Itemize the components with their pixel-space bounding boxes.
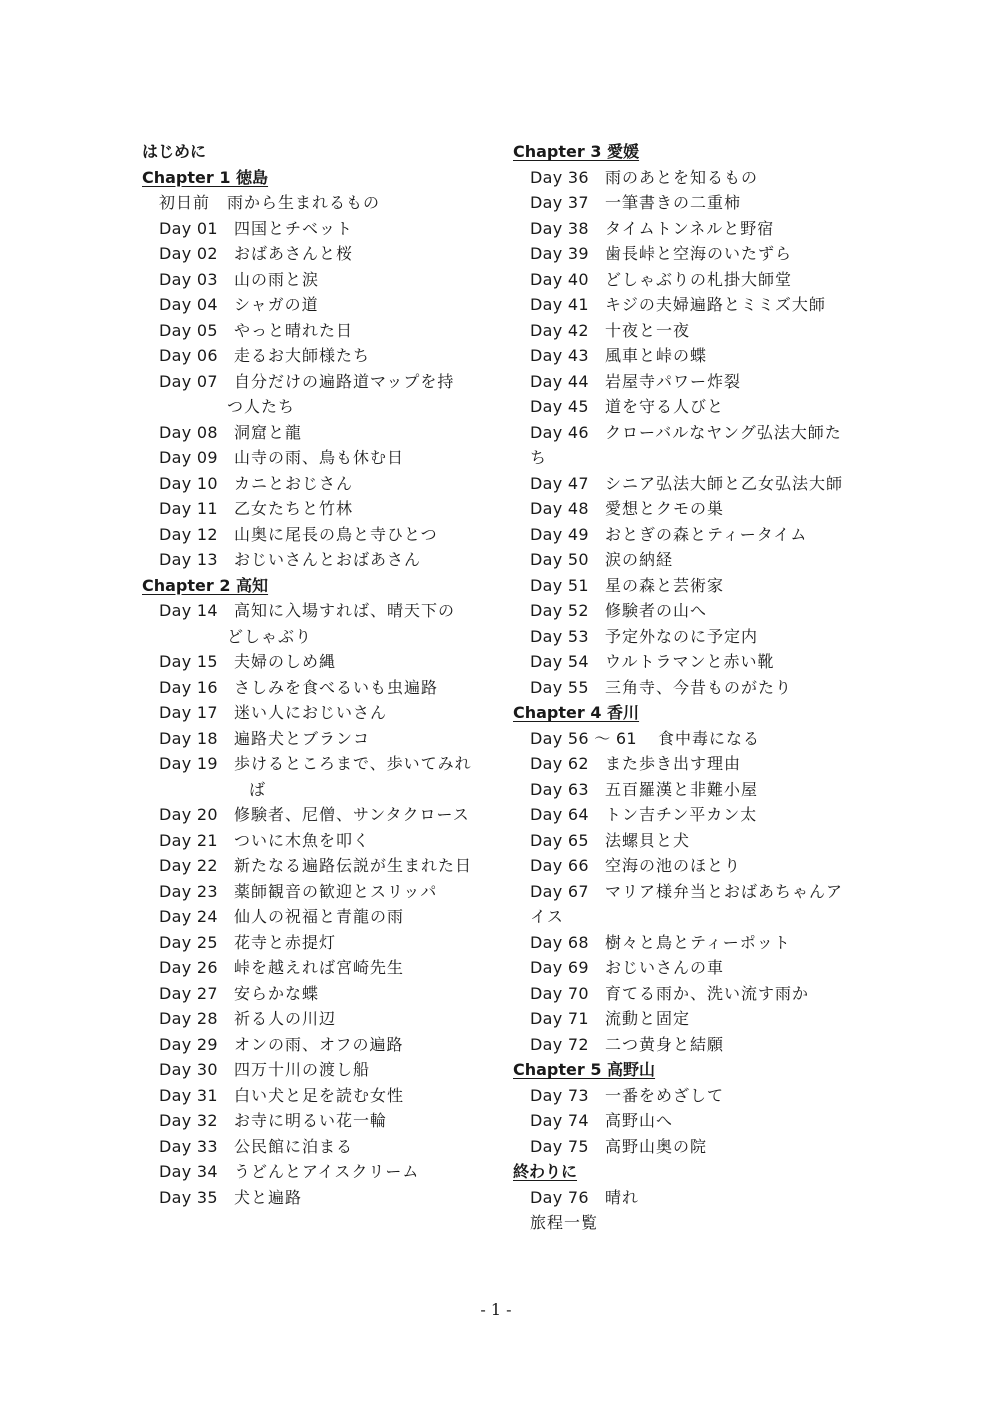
toc-entry-title: おばあさんと桜	[234, 244, 354, 263]
toc-entry-title: 道を守る人びと	[605, 397, 725, 416]
toc-entry-day: Day 32	[159, 1111, 218, 1130]
toc-entry-day: Day 28	[159, 1009, 218, 1028]
toc-entry	[513, 930, 863, 956]
toc-entry-title: おとぎの森とティータイム	[605, 524, 808, 544]
toc-entry-title: タイムトンネルと野宿	[605, 218, 775, 238]
toc-entry-day: Day 43	[530, 346, 589, 365]
toc-entry	[513, 267, 863, 293]
toc-entry-continuation: つ人たち	[227, 397, 296, 416]
toc-entry-title: マリア様弁当とおばあちゃんア	[605, 881, 844, 901]
toc-entry	[513, 190, 863, 216]
toc-entry-day: Day 49	[530, 524, 589, 544]
toc-entry	[142, 1006, 492, 1032]
toc-entry-day: Day 40	[530, 269, 589, 289]
toc-entry	[142, 1108, 492, 1134]
toc-entry-day: Day 33	[159, 1136, 218, 1156]
toc-entry-day: Day 38	[530, 218, 589, 238]
toc-entry	[142, 675, 492, 701]
toc-entry	[142, 879, 492, 905]
toc-entry-title: 修験者の山へ	[605, 601, 708, 620]
toc-entry	[513, 649, 863, 675]
toc-entry-title: 迷い人におじいさん	[234, 703, 388, 722]
toc-entry	[142, 369, 492, 395]
toc-entry	[513, 802, 863, 828]
toc-entry	[513, 879, 863, 905]
toc-entry-title: どしゃぶりの札掛大師堂	[605, 269, 793, 289]
toc-entry	[513, 1032, 863, 1058]
toc-entry-title: シニア弘法大師と乙女弘法大師	[605, 473, 844, 493]
toc-entry	[142, 420, 492, 446]
toc-entry-day: Day 37	[530, 193, 589, 212]
toc-entry-title: お寺に明るい花一輪	[234, 1111, 388, 1130]
toc-entry	[513, 241, 863, 267]
toc-entry	[142, 726, 492, 752]
toc-entry	[142, 241, 492, 267]
toc-entry-day: Day 31	[159, 1085, 218, 1105]
toc-entry-day: Day 15	[159, 652, 218, 671]
toc-entry-title: 育てる雨か、洗い流す雨か	[605, 983, 810, 1003]
toc-entry-day: Day 05	[159, 320, 218, 340]
toc-entry-title: また歩き出す理由	[605, 754, 742, 773]
toc-right-column	[513, 139, 863, 1236]
toc-entry	[513, 1108, 863, 1134]
toc-entry-title: 四国とチベット	[234, 218, 354, 238]
toc-entry-title: トン吉チン平カン太	[605, 805, 758, 824]
toc-entry	[142, 828, 492, 854]
chapter-2-list	[142, 598, 492, 1210]
toc-entry	[142, 930, 492, 956]
toc-entry-day: Day 03	[159, 269, 218, 289]
toc-entry-day: Day 13	[159, 550, 218, 569]
toc-entry-day: Day 71	[530, 1009, 589, 1028]
toc-entry-continuation: どしゃぶり	[227, 626, 313, 646]
page-number: - 1 -	[480, 1300, 512, 1319]
toc-entry-day: Day 54	[530, 652, 589, 671]
toc-entry-day: Day 69	[530, 958, 589, 977]
chapter-3-heading: Chapter 3 愛媛	[513, 142, 640, 161]
toc-entry	[513, 292, 863, 318]
toc-entry	[142, 292, 492, 318]
toc-entry-title: 一番をめざして	[605, 1085, 725, 1105]
toc-entry-title: 空海の池のほとり	[605, 856, 742, 875]
toc-entry	[513, 1006, 863, 1032]
toc-entry-title: おじいさんの車	[605, 958, 725, 977]
toc-entry	[142, 1083, 492, 1109]
toc-entry-continuation: ば	[249, 779, 267, 799]
toc-entry-day: Day 74	[530, 1111, 589, 1130]
toc-entry-title: 高知に入場すれば、晴天下の	[234, 601, 456, 620]
toc-entry-day: Day 51	[530, 575, 589, 595]
toc-entry-title: 星の森と芸術家	[605, 575, 725, 595]
toc-entry-title: 一筆書きの二重柿	[605, 193, 742, 212]
toc-entry-day: Day 50	[530, 550, 589, 569]
toc-entry-title: クローバルなヤング弘法大師た	[605, 422, 842, 442]
chapter-1-heading: Chapter 1 徳島	[142, 167, 269, 187]
toc-entry	[513, 420, 863, 446]
toc-entry-day: Day 75	[530, 1136, 589, 1156]
toc-entry-day: Day 64	[530, 805, 589, 824]
toc-entry-day: Day 09	[159, 448, 218, 467]
toc-entry-title: 山寺の雨、鳥も休む日	[234, 448, 405, 467]
chapter-5-heading: Chapter 5 高野山	[513, 1060, 656, 1079]
toc-entry-day: Day 45	[530, 397, 589, 416]
toc-entry-title: 高野山奥の院	[605, 1136, 708, 1156]
toc-entry-day: Day 30	[159, 1060, 218, 1079]
toc-entry-title: 仙人の祝福と青龍の雨	[234, 907, 405, 926]
toc-entry-title: 雨のあとを知るもの	[605, 167, 759, 187]
toc-entry	[142, 751, 492, 777]
toc-entry	[513, 547, 863, 573]
toc-entry-day: Day 17	[159, 703, 218, 722]
toc-entry-title: 五百羅漢と非難小屋	[605, 779, 759, 799]
toc-entry-title: 三角寺、今昔ものがたり	[605, 677, 793, 697]
toc-entry-day: Day 76	[530, 1187, 589, 1207]
toc-entry-title: シャガの道	[234, 295, 319, 314]
toc-entry	[513, 318, 863, 344]
toc-entry-title: 自分だけの遍路道マップを持	[234, 371, 455, 391]
toc-entry-continuation: イス	[530, 907, 564, 926]
toc-entry-title: 愛想とクモの巣	[605, 499, 725, 518]
toc-entry-title: 走るお大師様たち	[234, 346, 371, 365]
toc-entry	[142, 981, 492, 1007]
toc-entry-day: Day 25	[159, 932, 218, 952]
toc-entry-title: 新たなる遍路伝説が生まれた日	[234, 856, 473, 875]
toc-entry-day: Day 26	[159, 958, 218, 977]
toc-entry-day: Day 01	[159, 218, 218, 238]
toc-entry-day: Day 20	[159, 805, 218, 824]
toc-entry	[513, 1083, 863, 1109]
toc-entry-day: Day 39	[530, 244, 589, 263]
toc-entry-day: Day 16	[159, 677, 218, 697]
toc-entry	[142, 1159, 492, 1185]
toc-entry-title: 二つ黄身と結願	[605, 1034, 725, 1054]
toc-entry	[513, 981, 863, 1007]
toc-entry	[513, 496, 863, 522]
toc-entry-day: Day 21	[159, 830, 218, 850]
toc-entry-day: Day 18	[159, 728, 218, 748]
toc-entry	[513, 598, 863, 624]
toc-entry	[513, 853, 863, 879]
toc-entry-day: Day 22	[159, 856, 218, 875]
toc-entry-day: Day 53	[530, 626, 589, 646]
toc-entry	[513, 1134, 863, 1160]
toc-entry-title: 晴れ	[605, 1187, 640, 1207]
toc-entry-day: Day 47	[530, 473, 589, 493]
toc-entry-title: 風車と峠の蝶	[605, 346, 708, 365]
toc-entry	[142, 522, 492, 548]
toc-entry-title: さしみを食べるいも虫遍路	[234, 677, 439, 697]
toc-entry	[142, 496, 492, 522]
toc-entry-title: 歯長峠と空海のいたずら	[605, 244, 793, 263]
toc-entry-title: 花寺と赤提灯	[234, 932, 337, 952]
toc-entry	[513, 522, 863, 548]
toc-entry-title: 夫婦のしめ縄	[234, 652, 337, 671]
toc-entry-title: 四万十川の渡し船	[234, 1060, 371, 1079]
toc-entry-title: 峠を越えれば宮崎先生	[234, 958, 405, 977]
toc-entry	[142, 318, 492, 344]
toc-entry	[142, 267, 492, 293]
toc-entry-day: Day 04	[159, 295, 218, 314]
toc-entry	[513, 675, 863, 701]
toc-entry-title: 犬と遍路	[234, 1187, 303, 1207]
toc-entry	[513, 573, 863, 599]
toc-entry-day: Day 46	[530, 422, 589, 442]
toc-entry-continuation: ち	[530, 448, 548, 467]
toc-entry-day: Day 34	[159, 1162, 218, 1181]
toc-entry-title: 安らかな蝶	[234, 983, 320, 1003]
toc-entry-day: Day 10	[159, 473, 218, 493]
toc-entry-title: 初日前 雨から生まれるもの	[159, 193, 381, 212]
toc-entry-title: オンの雨、オフの遍路	[234, 1034, 404, 1054]
toc-entry-day: Day 44	[530, 371, 589, 391]
toc-entry-day: Day 24	[159, 907, 218, 926]
toc-entry	[142, 1057, 492, 1083]
toc-entry-day: Day 63	[530, 779, 589, 799]
toc-entry-day: Day 02	[159, 244, 218, 263]
toc-entry-day: Day 36	[530, 167, 589, 187]
toc-entry-title: 山奥に尾長の鳥と寺ひとつ	[234, 524, 438, 544]
toc-entry-title: 法螺貝と犬	[605, 830, 691, 850]
toc-entry-day: Day 62	[530, 754, 589, 773]
toc-entry-day: Day 73	[530, 1085, 589, 1105]
chapter-5-list	[513, 1083, 863, 1160]
toc-entry-day: Day 08	[159, 422, 218, 442]
toc-entry-day: Day 29	[159, 1034, 218, 1054]
toc-entry-day: Day 27	[159, 983, 218, 1003]
toc-entry-title: 祈る人の川辺	[234, 1009, 337, 1028]
toc-entry-title: ついに木魚を叩く	[234, 830, 371, 850]
chapter-3-list	[513, 165, 863, 701]
toc-entry-day: Day 41	[530, 295, 589, 314]
toc-entry-title: 食中毒になる	[658, 728, 761, 748]
toc-entry	[142, 853, 492, 879]
toc-entry-title: 旅程一覧	[530, 1213, 599, 1232]
toc-entry-day: Day 48	[530, 499, 589, 518]
outro-heading: 終わりに	[513, 1162, 578, 1181]
chapter-2-heading: Chapter 2 高知	[142, 575, 269, 595]
toc-entry-title: 公民館に泊まる	[234, 1136, 354, 1156]
toc-entry-day: Day 42	[530, 320, 589, 340]
toc-entry-title: やっと晴れた日	[234, 320, 354, 340]
toc-entry	[142, 343, 492, 369]
toc-entry-day: Day 52	[530, 601, 589, 620]
toc-entry	[142, 1032, 492, 1058]
toc-entry-day: Day 35	[159, 1187, 218, 1207]
chapter-4-heading: Chapter 4 香川	[513, 703, 640, 722]
toc-entry	[513, 1185, 863, 1211]
toc-entry-title: 薬師観音の歓迎とスリッパ	[234, 881, 438, 901]
intro-heading: はじめに	[142, 142, 207, 161]
toc-entry-day: Day 14	[159, 601, 218, 620]
toc-entry-title: 十夜と一夜	[605, 320, 691, 340]
toc-entry-title: 山の雨と涙	[234, 269, 320, 289]
toc-entry	[513, 955, 863, 981]
toc-entry	[513, 624, 863, 650]
toc-entry	[142, 547, 492, 573]
toc-entry-title: 歩けるところまで、歩いてみれ	[234, 754, 472, 773]
toc-entry	[142, 904, 492, 930]
toc-left-column	[142, 139, 492, 1210]
toc-entry-title: 乙女たちと竹林	[234, 499, 354, 518]
toc-entry	[513, 777, 863, 803]
toc-entry-title: ウルトラマンと赤い靴	[605, 652, 775, 671]
toc-entry-title: 修験者、尼僧、サンタクロース	[234, 805, 470, 824]
toc-entry-day: Day 07	[159, 371, 218, 391]
toc-entry-title: カニとおじさん	[234, 473, 354, 493]
toc-entry-title: おじいさんとおばあさん	[234, 550, 422, 569]
toc-entry-day: Day 19	[159, 754, 218, 773]
toc-entry	[513, 369, 863, 395]
toc-entry-day: Day 55	[530, 677, 589, 697]
toc-entry-title: 高野山へ	[605, 1111, 674, 1130]
toc-entry	[513, 471, 863, 497]
toc-entry	[142, 700, 492, 726]
toc-entry-day: Day 12	[159, 524, 218, 544]
toc-entry-day: Day 23	[159, 881, 218, 901]
toc-entry	[142, 598, 492, 624]
toc-entry	[513, 726, 863, 752]
toc-entry	[513, 165, 863, 191]
toc-entry-title: 流動と固定	[605, 1009, 691, 1028]
toc-entry-title: 予定外なのに予定内	[605, 626, 759, 646]
toc-entry-day: Day 06	[159, 346, 218, 365]
toc-entry-title: 涙の納経	[605, 550, 674, 569]
toc-entry-day: Day 68	[530, 932, 589, 952]
toc-entry	[142, 216, 492, 242]
toc-entry-day: Day 65	[530, 830, 589, 850]
toc-entry	[142, 802, 492, 828]
toc-entry	[142, 1185, 492, 1211]
toc-entry	[142, 190, 492, 216]
outro-list	[513, 1185, 863, 1236]
toc-entry-title: 白い犬と足を読む女性	[234, 1085, 405, 1105]
toc-entry-title: うどんとアイスクリーム	[234, 1162, 420, 1181]
toc-entry	[513, 216, 863, 242]
chapter-1-list	[142, 190, 492, 573]
toc-entry-day: Day 67	[530, 881, 589, 901]
toc-entry	[513, 1210, 863, 1236]
toc-entry	[142, 649, 492, 675]
toc-entry	[513, 394, 863, 420]
toc-entry-title: キジの夫婦遍路とミミズ大師	[605, 295, 826, 314]
toc-entry	[513, 343, 863, 369]
toc-entry-title: 遍路犬とブランコ	[234, 728, 371, 748]
toc-entry	[142, 445, 492, 471]
toc-entry	[513, 828, 863, 854]
toc-entry-day: Day 72	[530, 1034, 589, 1054]
toc-entry-day: Day 56 〜 61	[530, 728, 637, 748]
toc-entry	[142, 955, 492, 981]
toc-entry	[142, 471, 492, 497]
toc-entry-day: Day 66	[530, 856, 589, 875]
toc-entry	[142, 1134, 492, 1160]
toc-entry-title: 洞窟と龍	[234, 422, 303, 442]
toc-entry	[513, 751, 863, 777]
chapter-4-list	[513, 726, 863, 1058]
toc-entry-day: Day 70	[530, 983, 589, 1003]
toc-entry-day: Day 11	[159, 499, 218, 518]
toc-entry-title: 岩屋寺パワー炸裂	[605, 371, 742, 391]
toc-entry-title: 樹々と鳥とティーポット	[605, 932, 791, 952]
